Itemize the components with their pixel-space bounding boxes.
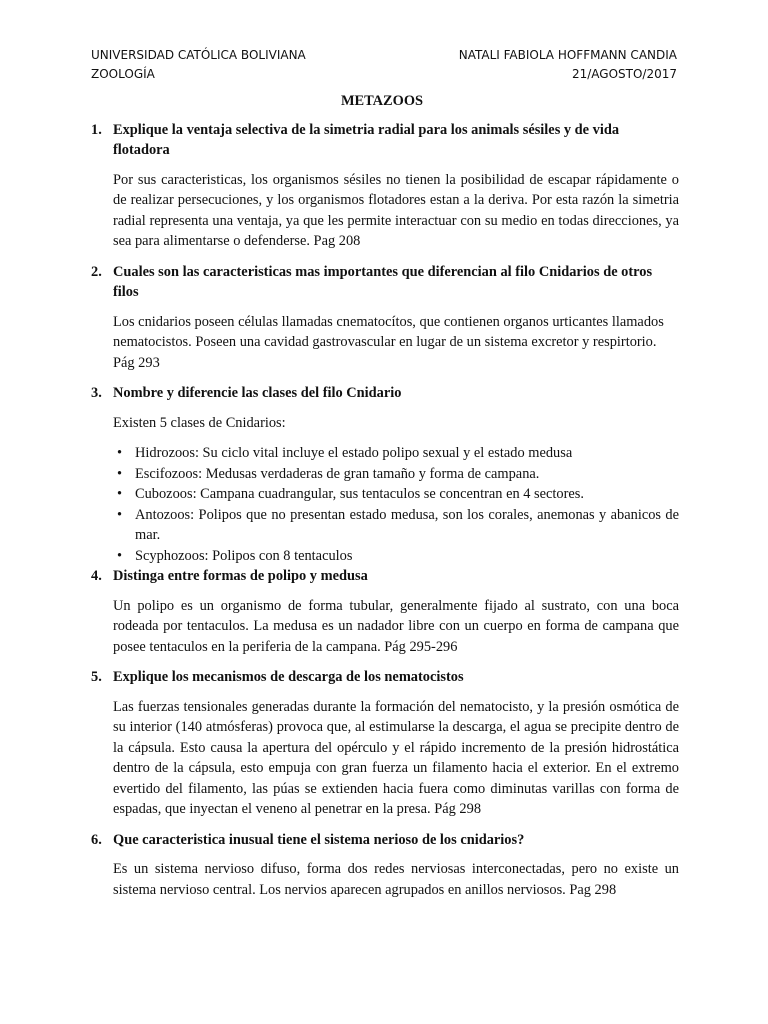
- university-name: UNIVERSIDAD CATÓLICA BOLIVIANA: [91, 48, 306, 62]
- question-2: [91, 262, 679, 303]
- question-number: 2.: [91, 263, 102, 280]
- list-item: [113, 484, 679, 505]
- list-item-text: Antozoos: Polipos que no presentan estado medusa, son los corales, anemonas y abanicos de mar.: [135, 506, 679, 543]
- question-number: 4.: [91, 568, 102, 584]
- question-number: 3.: [91, 385, 102, 401]
- question-number: 6.: [91, 831, 102, 848]
- list-item-text: Scyphozoos: Polipos con 8 tentaculos: [135, 547, 353, 564]
- list-item-text: Escifozoos: Medusas verdaderas de gran tamaño y forma de campana.: [135, 465, 540, 482]
- question-text: Cuales son las caracteristicas mas importantes que diferencian al filo Cnidarios de otros filos: [113, 263, 653, 300]
- cnidaria-classes-list: [113, 443, 679, 566]
- question-text: Explique la ventaja selectiva de la simetria radial para los animals sésiles y de vida flotadora: [113, 121, 620, 158]
- answer-6: Es un sistema nervioso difuso, forma dos redes nerviosas interconectadas, pero no existe un sistema nervioso central. Los nervios aparecen agrupados en anillos nerviosos. Pag 298: [113, 861, 679, 898]
- question-number: 1.: [91, 121, 102, 138]
- question-4: [91, 566, 679, 587]
- answer-4: Un polipo es un organismo de forma tubular, generalmente fijado al sustrato, con una boca rodeada por tentaculos. La medusa es un nadador libre con un cuerpo en forma de campana que posee tentaculos en la periferia de la campana. Pág 295-296: [113, 597, 679, 655]
- question-text: Que caracteristica inusual tiene el sistema nerioso de los cnidarios?: [113, 831, 525, 848]
- list-item: [113, 443, 679, 464]
- answer-3-intro: Existen 5 clases de Cnidarios:: [113, 414, 286, 431]
- list-item-text: Hidrozoos: Su ciclo vital incluye el estado polipo sexual y el estado medusa: [135, 445, 573, 461]
- list-item-text: Cubozoos: Campana cuadrangular, sus tentaculos se concentran en 4 sectores.: [135, 486, 584, 502]
- question-text: Explique los mecanismos de descarga de los nematocistos: [113, 669, 464, 685]
- bullet-icon: •: [117, 486, 123, 502]
- subject-name: ZOOLOGÍA: [91, 67, 155, 81]
- bullet-icon: •: [117, 506, 123, 523]
- question-3: [91, 383, 679, 404]
- header-left: [91, 46, 306, 84]
- header-right: [459, 46, 677, 84]
- document-body: [91, 91, 679, 910]
- question-number: 5.: [91, 669, 102, 685]
- answer-1: Por sus caracteristicas, los organismos sésiles no tienen la posibilidad de escapar rápidamente o de realizar persecuciones, y los organismos flotadores estan a la deriva. Por esta razón la simetria radial representa una ventaja, ya que les permite interactuar con su medio en todas direcciones, ya sea para alimentarse o defenderse. Pag 208: [113, 171, 679, 249]
- list-item: [113, 546, 679, 567]
- bullet-icon: •: [117, 465, 123, 482]
- answer-5: Las fuerzas tensionales generadas durante la formación del nematocisto, y la presión osmótica de su interior (140 atmósferas) provoca que, al estimularse la descarga, el agua se precipite dentro de la cápsula. Esto causa la apertura del opérculo y el rápido incremento de la presión hidrostática dentro de la cápsula, esto empuja con gran fuerza un filamento hacia el exterior. En el extremo evertido del filamento, las púas se extienden hacia fuera como diminutas varillas con forma de espadas, que inyectan el veneno al penetrar en la presa. Pág 298: [113, 698, 679, 817]
- answer-2: Los cnidarios poseen células llamadas cnematocítos, que contienen organos urticantes llamados nematocistos. Poseen una cavidad gastrovascular en lugar de un sistema excretor y respirtorio. Pág 293: [113, 313, 664, 371]
- author-name: NATALI FABIOLA HOFFMANN CANDIA: [458, 48, 677, 62]
- question-text: Nombre y diferencie las clases del filo Cnidario: [113, 385, 402, 401]
- question-6: [91, 830, 679, 851]
- list-item: [113, 505, 679, 546]
- bullet-icon: •: [117, 547, 123, 564]
- question-5: [91, 667, 679, 688]
- list-item: [113, 464, 679, 485]
- question-text: Distinga entre formas de polipo y medusa: [113, 568, 368, 584]
- document-date: 21/AGOSTO/2017: [571, 67, 677, 81]
- question-1: [91, 120, 679, 161]
- bullet-icon: •: [117, 445, 123, 461]
- document-title: METAZOOS: [340, 93, 424, 109]
